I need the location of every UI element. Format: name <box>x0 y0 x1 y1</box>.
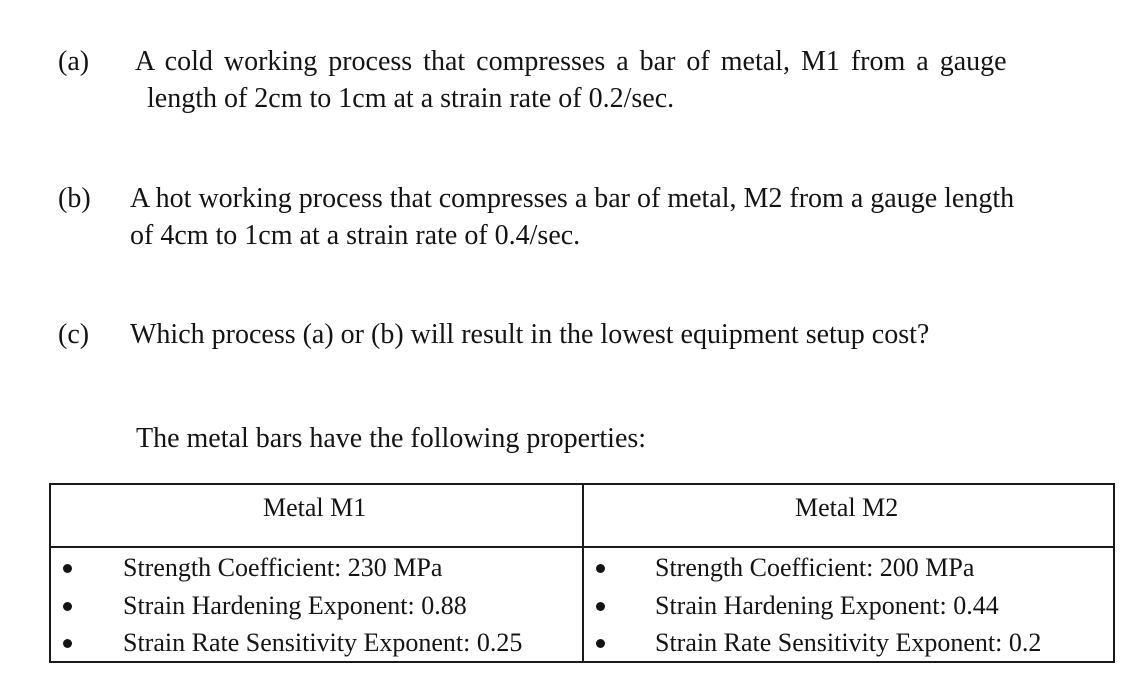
properties-table <box>49 483 1115 663</box>
m2-property-strain-rate-sensitivity: Strain Rate Sensitivity Exponent: 0.2 <box>655 628 1042 657</box>
m1-property-strain-hardening: Strain Hardening Exponent: 0.88 <box>123 591 467 620</box>
properties-intro: The metal bars have the following properties: <box>136 423 647 454</box>
column-header-m2: Metal M2 <box>795 493 899 522</box>
m2-property-strength-coefficient: Strength Coefficient: 200 MPa <box>655 553 975 582</box>
column-divider <box>582 485 584 661</box>
header-divider <box>51 546 1113 548</box>
bullet-icon <box>63 602 72 611</box>
bullet-icon <box>596 602 605 611</box>
bullet-icon <box>63 639 72 648</box>
m1-property-strength-coefficient: Strength Coefficient: 230 MPa <box>123 553 443 582</box>
question-b-line-2: of 4cm to 1cm at a strain rate of 0.4/sec. <box>130 220 581 251</box>
question-c-line-1: Which process (a) or (b) will result in the lowest equipment setup cost? <box>130 319 930 350</box>
m1-property-strain-rate-sensitivity: Strain Rate Sensitivity Exponent: 0.25 <box>123 628 523 657</box>
question-b-line-1: A hot working process that compresses a bar of metal, M2 from a gauge length <box>130 183 1015 214</box>
m2-property-strain-hardening: Strain Hardening Exponent: 0.44 <box>655 591 999 620</box>
question-c-marker: (c) <box>58 319 90 350</box>
bullet-icon <box>596 639 605 648</box>
bullet-icon <box>63 564 72 573</box>
column-header-m1: Metal M1 <box>263 493 367 522</box>
bullet-icon <box>596 564 605 573</box>
question-a-line-2: length of 2cm to 1cm at a strain rate of 0.2/sec. <box>147 83 675 114</box>
question-b-marker: (b) <box>58 183 91 214</box>
question-a-marker: (a) <box>58 46 90 77</box>
question-a-line-1: A cold working process that compresses a bar of metal, M1 from a gauge <box>135 46 1007 77</box>
